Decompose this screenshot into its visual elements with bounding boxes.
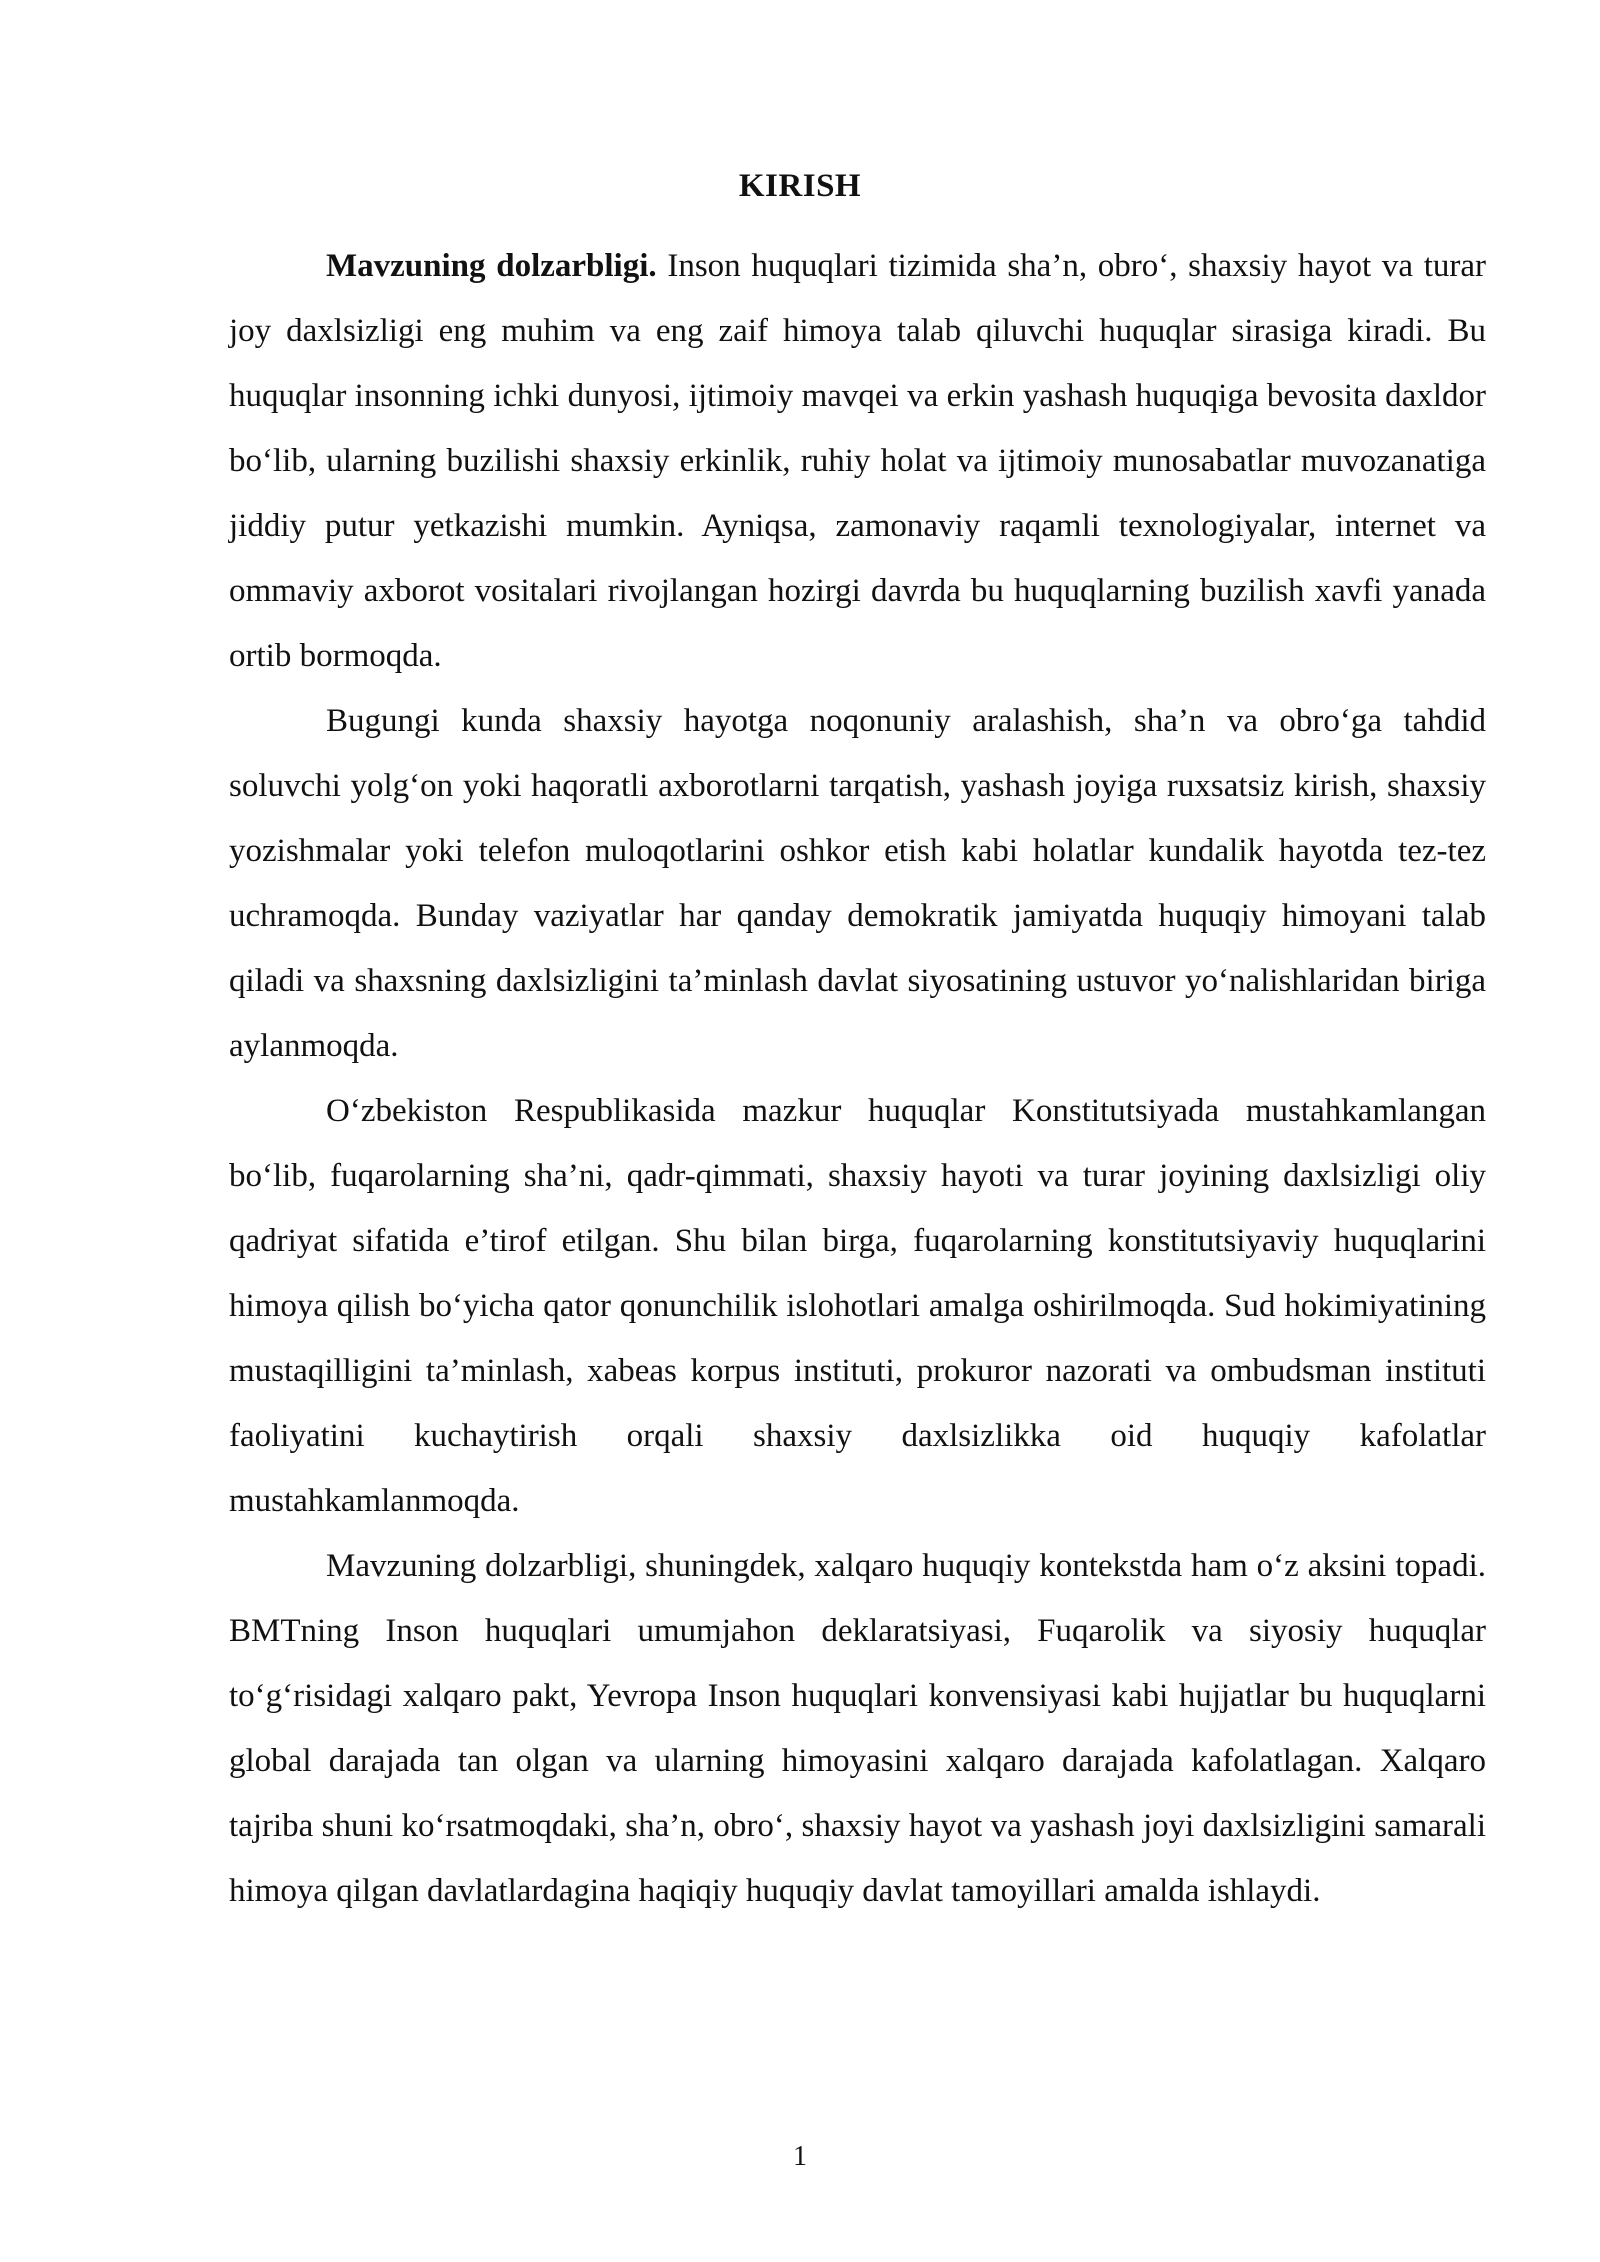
section-title: KIRISH [738,168,862,204]
body-text [229,234,1486,1924]
paragraph-uzbekistan: O‘zbekiston Respublikasida mazkur huquqlar Konstitutsiyada mustahkamlangan bo‘lib, fuqarolarning sha’ni, qadr-qimmati, shaxsiy hayoti va turar joyining daxlsizligi oliy qadriyat sifatida e’tirof etilgan. Shu bilan birga, fuqarolarning konstitutsiyaviy huquqlarini himoya qilish bo‘yicha qator qonunchilik islohotlari amalga oshirilmoqda. Sud hokimiyatining mustaqilligini ta’minlash, xabeas korpus instituti, prokuror nazorati va ombudsman instituti faoliyatini kuchaytirish orqali shaxsiy daxlsizlikka oid huquqiy kafolatlar mustahkamlanmoqda. [229,1093,1486,1519]
paragraph-relevance [229,234,1486,689]
page-number: 1 [793,2141,807,2172]
paragraph-text: Inson huquqlari tizimida sha’n, obro‘, shaxsiy hayot va turar joy daxlsizligi eng muhim va eng zaif himoya talab qiluvchi huquqlar sirasiga kiradi. Bu huquqlar insonning ichki dunyosi, ijtimoiy mavqei va erkin yashash huquqiga bevosita daxldor bo‘lib, ularning buzilishi shaxsiy erkinlik, ruhiy holat va ijtimoiy munosabatlar muvozanatiga jiddiy putur yetkazishi mumkin. Ayniqsa, zamonaviy raqamli texnologiyalar, internet va ommaviy axborot vositalari rivojlangan hozirgi davrda bu huquqlarning buzilish xavfi yanada ortib bormoqda. [229,248,1486,674]
paragraph-current-issues: Bugungi kunda shaxsiy hayotga noqonuniy aralashish, sha’n va obro‘ga tahdid soluvchi yolg‘on yoki haqoratli axborotlarni tarqatish, yashash joyiga ruxsatsiz kirish, shaxsiy yozishmalar yoki telefon muloqotlarini oshkor etish kabi holatlar kundalik hayotda tez-tez uchramoqda. Bunday vaziyatlar har qanday demokratik jamiyatda huquqiy himoyani talab qiladi va shaxsning daxlsizligini ta’minlash davlat siyosatining ustuvor yo‘nalishlaridan biriga aylanmoqda. [229,703,1486,1064]
paragraph-lead: Mavzuning dolzarbligi. [326,248,657,284]
paragraph-international: Mavzuning dolzarbligi, shuningdek, xalqaro huquqiy kontekstda ham o‘z aksini topadi. BMTning Inson huquqlari umumjahon deklaratsiyasi, Fuqarolik va siyosiy huquqlar to‘g‘risidagi xalqaro pakt, Yevropa Inson huquqlari konvensiyasi kabi hujjatlar bu huquqlarni global darajada tan olgan va ularning himoyasini xalqaro darajada kafolatlagan. Xalqaro tajriba shuni ko‘rsatmoqdaki, sha’n, obro‘, shaxsiy hayot va yashash joyi daxlsizligini samarali himoya qilgan davlatlardagina haqiqiy huquqiy davlat tamoyillari amalda ishlaydi. [229,1548,1486,1909]
